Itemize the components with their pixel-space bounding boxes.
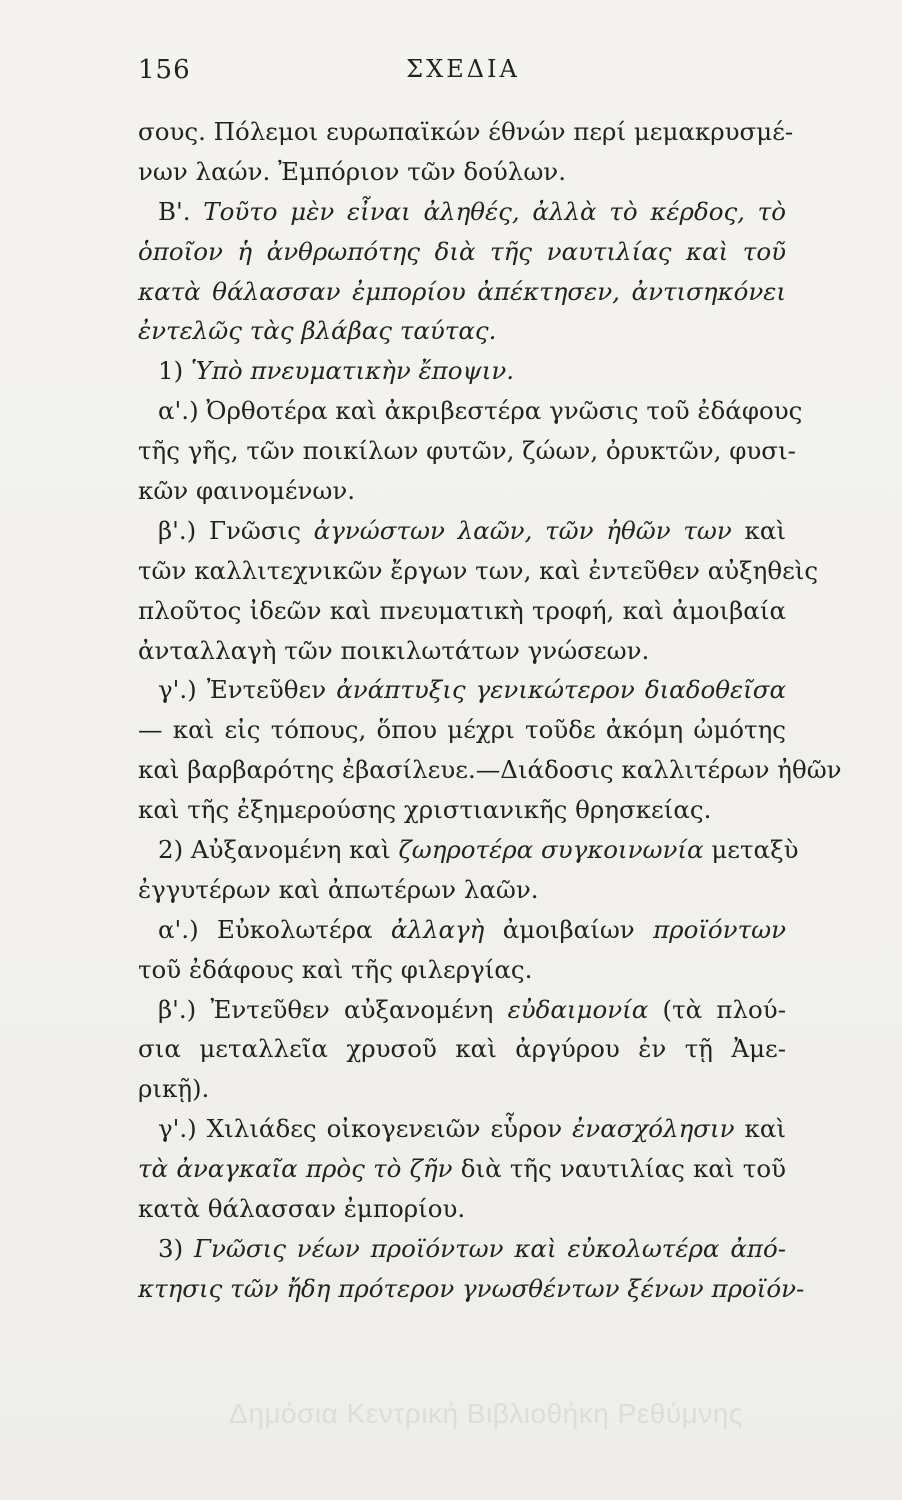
italic-text: ἐντελῶς τὰς βλάβας ταύτας.: [138, 316, 497, 346]
text-segment: τῶν καλλιτεχνικῶν ἔργων των, καὶ ἐντεῦθεν αὐξηθεὶς: [138, 555, 819, 585]
page-number: 156: [138, 55, 191, 85]
text-line: [138, 1109, 786, 1149]
text-segment: (τὰ πλού-: [648, 994, 786, 1024]
text-segment: γ'.) Ἐντεῦθεν: [158, 675, 337, 705]
text-segment: νων λαών. Ἐμπόριον τῶν δούλων.: [138, 156, 566, 186]
text-line: [138, 591, 786, 631]
text-line: [138, 1189, 786, 1229]
text-line: [138, 710, 786, 750]
text-segment: 2) Αὐξανομένη καὶ: [158, 835, 399, 865]
text-line: [138, 192, 786, 232]
text-line: [138, 471, 786, 511]
text-segment: Β'.: [158, 196, 204, 226]
text-segment: καὶ τῆς ἐξημερούσης χριστιανικῆς θρησκείας.: [138, 795, 712, 825]
text-segment: α'.) Ὀρθοτέρα καὶ ἀκριβεστέρα γνῶσις τοῦ ἐδάφους: [158, 396, 803, 426]
text-segment: πλοῦτος ἰδεῶν καὶ πνευματικὴ τροφή, καὶ ἀμοιβαία: [138, 595, 786, 625]
text-line: [138, 272, 786, 312]
text-segment: καὶ: [734, 1114, 786, 1144]
text-line: [138, 870, 786, 910]
text-line: [138, 830, 799, 870]
text-segment: καὶ: [731, 515, 786, 545]
text-line: [138, 750, 842, 790]
text-segment: ἀμοιβαίων: [484, 914, 654, 944]
text-segment: 1): [158, 356, 191, 386]
text-segment: ρικῇ).: [138, 1074, 210, 1104]
text-line: [138, 551, 819, 591]
text-line: [138, 670, 786, 710]
text-line: [138, 152, 786, 192]
italic-text: ζωηροτέρα συγκοινωνία: [398, 835, 704, 865]
text-segment: 3): [158, 1233, 195, 1263]
italic-text: ἀνάπτυξις γενικώτερον διαδοθεῖσα: [336, 675, 786, 705]
text-segment: κῶν φαινομένων.: [138, 476, 356, 506]
library-watermark: Δημόσια Κεντρική Βιβλιοθήκη Ρεθύμνης: [229, 1398, 743, 1429]
text-segment: μεταξὺ: [703, 835, 799, 865]
text-segment: τοῦ ἐδάφους καὶ τῆς φιλεργίας.: [138, 954, 533, 984]
text-line: [138, 631, 786, 671]
text-segment: β'.) Γνῶσις: [158, 515, 314, 545]
text-line: [138, 910, 786, 950]
italic-text: κτησις τῶν ἤδη πρότερον γνωσθέντων ξένων προϊόν-: [138, 1273, 805, 1303]
text-line: [138, 990, 786, 1030]
text-line: [138, 511, 786, 551]
text-line: [138, 431, 796, 471]
text-segment: κατὰ θάλασσαν ἐμπορίου.: [138, 1194, 466, 1224]
text-line: [138, 1069, 786, 1109]
italic-text: Γνῶσις νέων προϊόντων καὶ εὐκολωτέρα ἀπό-: [194, 1233, 786, 1263]
italic-text: ὁποῖον ἡ ἀνθρωπότης διὰ τῆς ναυτιλίας καὶ τοῦ: [138, 236, 786, 266]
italic-text: ἐνασχόλησιν: [572, 1114, 735, 1144]
text-line: [138, 1149, 786, 1189]
italic-text: προϊόντων: [653, 914, 786, 944]
text-line: [138, 1029, 786, 1069]
text-segment: τῆς γῆς, τῶν ποικίλων φυτῶν, ζώων, ὀρυκτῶν, φυσι-: [138, 436, 796, 466]
text-segment: σους. Πόλεμοι ευρωπαϊκών έθνών περί μεμακρυσμέ-: [138, 117, 794, 146]
page-header: [138, 55, 788, 95]
text-line: [138, 1229, 786, 1269]
text-segment: ἀνταλλαγὴ τῶν ποικιλωτάτων γνώσεων.: [138, 635, 650, 665]
italic-text: κατὰ θάλασσαν ἐμπορίου ἀπέκτησεν, ἀντισηκόνει: [138, 276, 786, 306]
text-line: [138, 790, 786, 830]
text-segment: β'.) Ἐντεῦθεν αὐξανομένη: [158, 994, 508, 1024]
italic-text: Ὑπὸ πνευματικὴν ἔποψιν.: [190, 356, 515, 386]
text-line: [138, 1269, 805, 1309]
italic-text: εὐδαιμονία: [507, 994, 649, 1024]
text-line: [138, 311, 786, 351]
text-line: [138, 112, 794, 152]
body-text: [138, 112, 842, 1309]
text-line: [138, 950, 786, 990]
text-line: [138, 391, 803, 431]
italic-text: ἀλλαγὴ: [390, 914, 485, 944]
text-segment: καὶ βαρβαρότης ἐβασίλευε.—Διάδοσις καλλιτέρων ἠθῶν: [138, 755, 842, 785]
italic-text: ἀγνώστων λαῶν, τῶν ἠθῶν των: [313, 515, 732, 545]
text-line: [138, 232, 786, 272]
text-segment: α'.) Εὐκολωτέρα: [158, 914, 391, 944]
text-segment: διὰ τῆς ναυτιλίας καὶ τοῦ: [452, 1154, 786, 1184]
text-segment: σια μεταλλεῖα χρυσοῦ καὶ ἀργύρου ἐν τῇ Ἀμε-: [138, 1034, 786, 1064]
text-segment: — καὶ εἰς τόπους, ὅπου μέχρι τοῦδε ἀκόμη ὠμότης: [138, 715, 786, 745]
italic-text: τὰ ἀναγκαῖα πρὸς τὸ ζῆν: [138, 1154, 453, 1184]
text-segment: ἐγγυτέρων καὶ ἀπωτέρων λαῶν.: [138, 874, 539, 904]
running-title: ΣΧΕΔΙΑ: [406, 55, 520, 83]
italic-text: Τοῦτο μὲν εἶναι ἀληθές, ἀλλὰ τὸ κέρδος, τὸ: [203, 196, 786, 226]
text-segment: γ'.) Χιλιάδες οἰκογενειῶν εὗρον: [158, 1114, 573, 1144]
text-line: [138, 351, 786, 391]
